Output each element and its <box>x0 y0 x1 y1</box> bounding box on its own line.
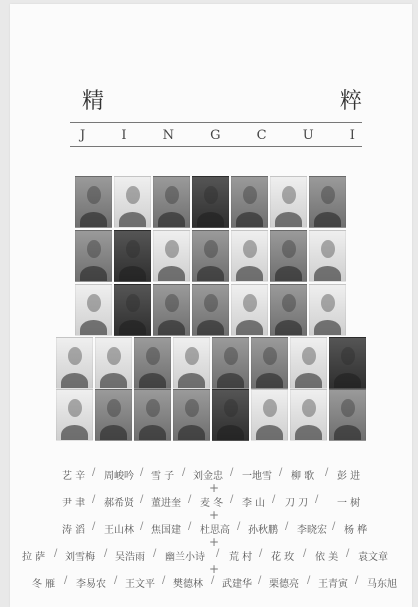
portrait-photo <box>231 176 268 228</box>
portrait-photo <box>75 176 112 228</box>
name-item: 杨 桦 <box>344 525 368 536</box>
slash-separator: / <box>355 575 359 586</box>
name-item: 武建华 <box>222 579 252 590</box>
plus-mark: + <box>209 535 220 549</box>
portrait-photo <box>114 176 151 228</box>
slash-separator: / <box>54 548 58 559</box>
plus-mark: + <box>209 481 220 495</box>
portrait-photo <box>231 230 268 282</box>
name-row-2 <box>22 494 414 508</box>
name-item: 杜思高 <box>200 525 230 536</box>
name-item: 柳 歌 <box>291 471 315 482</box>
portrait-photo <box>251 389 288 441</box>
name-item: 周峻吟 <box>104 471 134 482</box>
name-item: 拉 萨 <box>22 552 46 563</box>
bottom-rule <box>70 146 362 147</box>
name-item: 李 山 <box>242 498 266 509</box>
name-row-1 <box>22 467 414 481</box>
pinyin-row <box>80 128 356 143</box>
name-item: 马东旭 <box>367 579 397 590</box>
portrait-photo <box>192 284 229 336</box>
portrait-photo <box>231 284 268 336</box>
name-item: 荒 村 <box>229 552 253 563</box>
slash-separator: / <box>182 467 186 478</box>
portrait-photo <box>153 284 190 336</box>
plus-mark: + <box>209 562 220 576</box>
pinyin-letter: G <box>210 128 222 143</box>
portrait-photo <box>153 230 190 282</box>
portrait-photo <box>309 230 346 282</box>
name-item: 刘雪梅 <box>65 552 95 563</box>
slash-separator: / <box>188 521 192 532</box>
name-item: 一 树 <box>337 498 361 509</box>
portrait-photo <box>329 337 366 389</box>
portrait-photo <box>173 337 210 389</box>
name-item: 董进奎 <box>151 498 181 509</box>
portrait-photo <box>114 284 151 336</box>
name-row-3 <box>22 521 414 535</box>
slash-separator: / <box>140 494 144 505</box>
portrait-photo <box>192 230 229 282</box>
portrait-photo <box>75 230 112 282</box>
portrait-photo <box>290 389 327 441</box>
name-item: 涛 滔 <box>62 525 86 536</box>
name-item: 依 美 <box>315 552 339 563</box>
name-item: 栗德亮 <box>269 579 299 590</box>
plus-mark: + <box>209 508 220 522</box>
name-item: 彭 进 <box>337 471 361 482</box>
slash-separator: / <box>216 548 220 559</box>
portrait-photo <box>309 284 346 336</box>
name-item: 吴浩雨 <box>115 552 145 563</box>
slash-separator: / <box>259 548 263 559</box>
name-item: 王青寅 <box>318 579 348 590</box>
name-item: 樊德林 <box>173 579 203 590</box>
name-item: 刘金忠 <box>193 471 223 482</box>
slash-separator: / <box>315 494 319 505</box>
slash-separator: / <box>272 494 276 505</box>
portrait-photo <box>134 389 171 441</box>
slash-separator: / <box>230 467 234 478</box>
name-item: 一地雪 <box>242 471 272 482</box>
portrait-photo <box>56 389 93 441</box>
slash-separator: / <box>285 521 289 532</box>
portrait-photo <box>192 176 229 228</box>
slash-separator: / <box>279 467 283 478</box>
slash-separator: / <box>325 467 329 478</box>
slash-separator: / <box>303 548 307 559</box>
slash-separator: / <box>140 521 144 532</box>
portrait-photo <box>153 176 190 228</box>
title-right: 粹 <box>340 89 365 114</box>
title-left: 精 <box>82 89 107 114</box>
name-item: 花 玫 <box>271 552 295 563</box>
slash-separator: / <box>64 575 68 586</box>
paper <box>10 4 412 607</box>
pinyin-letter: I <box>349 128 356 143</box>
name-item: 尹 聿 <box>62 498 86 509</box>
portrait-photo <box>75 284 112 336</box>
slash-separator: / <box>114 575 118 586</box>
portrait-photo <box>212 337 249 389</box>
name-item: 孙秋鹏 <box>248 525 278 536</box>
top-rule <box>70 122 362 123</box>
portrait-photo <box>95 389 132 441</box>
slash-separator: / <box>162 575 166 586</box>
name-item: 刀 刀 <box>285 498 309 509</box>
name-item: 幽兰小诗 <box>165 552 205 563</box>
portrait-photo <box>270 284 307 336</box>
name-item: 麦 冬 <box>200 498 224 509</box>
slash-separator: / <box>92 467 96 478</box>
portrait-photo <box>290 337 327 389</box>
slash-separator: / <box>92 494 96 505</box>
name-item: 李晓宏 <box>297 525 327 536</box>
portrait-photo <box>251 337 288 389</box>
name-item: 李易农 <box>76 579 106 590</box>
portrait-photo <box>212 389 249 441</box>
slash-separator: / <box>92 521 96 532</box>
name-item: 王山林 <box>104 525 134 536</box>
name-item: 雪 子 <box>151 471 175 482</box>
portrait-photo <box>270 230 307 282</box>
name-item: 艺 辛 <box>62 471 86 482</box>
portrait-photo <box>134 337 171 389</box>
slash-separator: / <box>237 521 241 532</box>
name-item: 郝希贤 <box>104 498 134 509</box>
pinyin-letter: U <box>302 128 315 143</box>
pinyin-letter: N <box>162 128 175 143</box>
slash-separator: / <box>211 575 215 586</box>
slash-separator: / <box>307 575 311 586</box>
portrait-photo <box>173 389 210 441</box>
portrait-photo <box>309 176 346 228</box>
pinyin-letter: I <box>121 128 128 143</box>
slash-separator: / <box>258 575 262 586</box>
portrait-photo <box>56 337 93 389</box>
name-item: 焦国建 <box>151 525 181 536</box>
slash-separator: / <box>153 548 157 559</box>
name-item: 王文平 <box>125 579 155 590</box>
portrait-photo <box>270 176 307 228</box>
name-row-4 <box>22 548 414 562</box>
pinyin-letter: J <box>80 128 87 143</box>
portrait-photo <box>329 389 366 441</box>
name-item: 袁文章 <box>358 552 388 563</box>
pinyin-letter: C <box>256 128 268 143</box>
slash-separator: / <box>332 521 336 532</box>
portrait-photo <box>95 337 132 389</box>
slash-separator: / <box>140 467 144 478</box>
name-item: 冬 雁 <box>32 579 56 590</box>
slash-separator: / <box>188 494 192 505</box>
portrait-photo <box>114 230 151 282</box>
slash-separator: / <box>104 548 108 559</box>
name-row-5 <box>22 575 414 589</box>
slash-separator: / <box>230 494 234 505</box>
slash-separator: / <box>346 548 350 559</box>
